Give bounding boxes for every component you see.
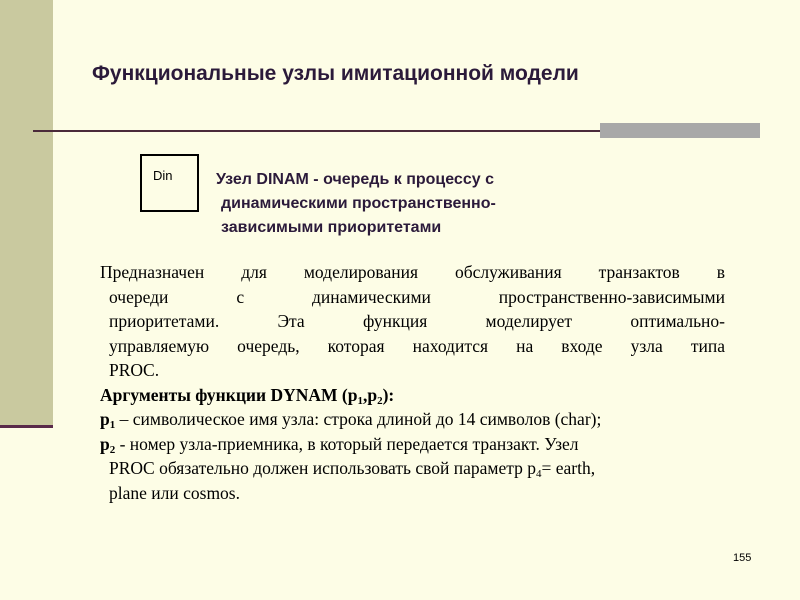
args-heading-sub2: 2 [377, 394, 383, 407]
argument-p2-line3: plane или cosmos. [109, 482, 240, 503]
p1-text: – символическое имя узла: строка длиной до 14 символов (char); [115, 409, 602, 429]
p2-text-line2-sub: 4 [536, 468, 542, 480]
description-line1: Предназначен для моделирования обслуживания транзактов в [100, 262, 725, 282]
band-bottom-line [0, 425, 53, 428]
p2-text-line1: - номер узла-приемника, в который передается транзакт. Узел [115, 433, 579, 454]
node-heading-line2: динамическими пространственно- [221, 195, 496, 212]
p2-label [100, 434, 115, 454]
description-paragraph [100, 260, 725, 383]
p2-letter: p [100, 433, 110, 454]
node-heading-line3: зависимыми приоритетами [221, 219, 442, 236]
node-heading [216, 168, 596, 240]
args-heading-mid: ,p [362, 384, 378, 405]
din-node-box [140, 154, 199, 212]
description-line5: PROC. [109, 360, 160, 380]
args-heading-post: ): [382, 384, 395, 405]
left-decorative-band [0, 0, 53, 427]
din-box-label: Din [153, 168, 173, 183]
p2-sub: 2 [109, 443, 116, 456]
rule-accent-block [600, 123, 760, 138]
slide-title: Функциональные узлы имитационной модели [92, 62, 579, 85]
p2-text-line2-pre: PROC обязательно должен использовать свой параметр p [109, 458, 536, 478]
p1-label [100, 409, 115, 429]
argument-p2-line1 [100, 432, 725, 457]
p2-text-line2-post: = earth, [541, 458, 596, 478]
description-line4: управляемую очередь, которая находится на входе узла типа [109, 335, 725, 356]
p1-letter: p [100, 409, 110, 429]
node-heading-line1: Узел DINAM - очередь к процессу с [216, 171, 494, 188]
slide-body [100, 260, 725, 505]
argument-p2-line2 [100, 456, 725, 481]
p1-sub: 1 [109, 419, 116, 431]
page-number: 155 [733, 552, 752, 564]
args-heading-sub1: 1 [357, 394, 363, 407]
arguments-heading [100, 383, 725, 408]
argument-p1 [100, 407, 725, 432]
description-line3: приоритетами. Эта функция моделирует оптимально- [109, 311, 725, 331]
description-line2: очереди с динамическими пространственно-зависимыми [109, 286, 725, 307]
args-heading-pre: Аргументы функции DYNAM (p [100, 384, 358, 405]
